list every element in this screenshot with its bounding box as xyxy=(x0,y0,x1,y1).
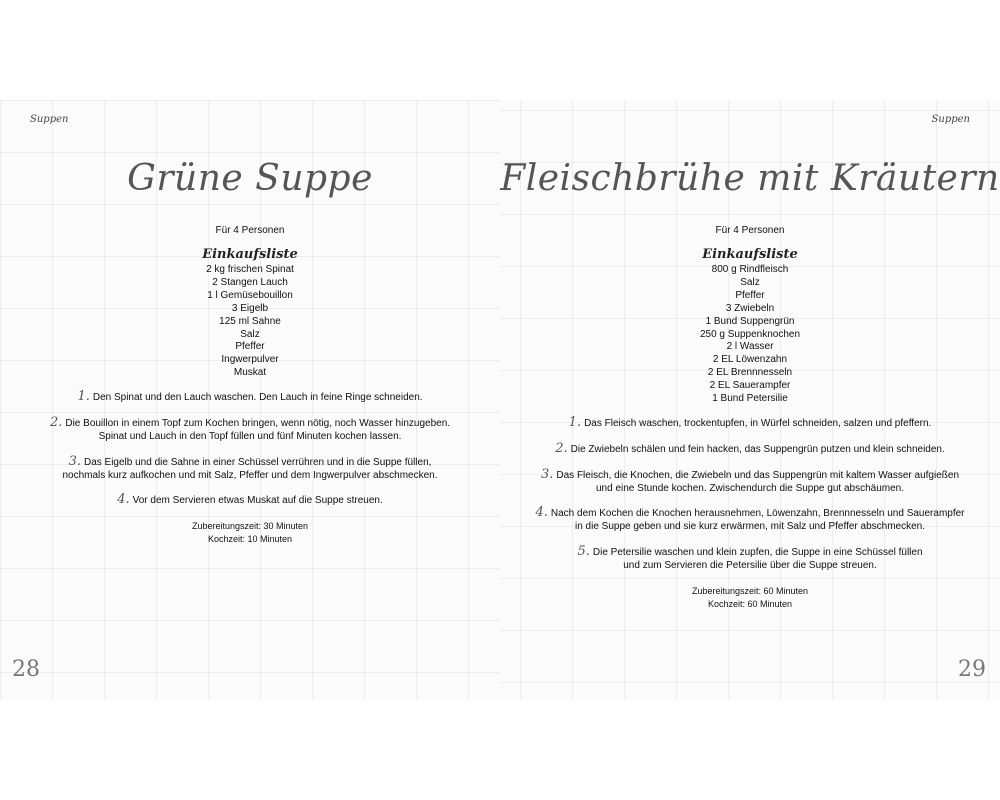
ingredient-list xyxy=(0,264,500,380)
step-number: 2. xyxy=(49,415,63,430)
step-number: 2. xyxy=(555,441,568,456)
page-number: 28 xyxy=(12,657,40,682)
ingredient-item: 800 g Rindfleisch xyxy=(711,264,789,275)
step-text: Die Zwiebeln schälen und fein hacken, das Suppengrün putzen und klein schneiden. xyxy=(570,444,945,455)
step-text: Das Eigelb und die Sahne in einer Schüssel verrühren und in die Suppe füllen, xyxy=(83,457,432,468)
step-4 xyxy=(20,493,480,507)
ingredient-list xyxy=(500,264,1000,406)
step-5 xyxy=(520,545,980,572)
step-text: und zum Servieren die Petersilie über die Suppe streuen. xyxy=(623,560,877,571)
ingredient-item: 2 EL Sauerampfer xyxy=(709,380,791,392)
ingredient-item: Muskat xyxy=(233,367,267,379)
ingredient-item: Pfeffer xyxy=(235,341,265,353)
step-2 xyxy=(520,442,980,456)
step-text: nochmals kurz aufkochen und mit Salz, Pfeffer und dem Ingwerpulver abschmecken. xyxy=(62,470,438,481)
cook-time: Kochzeit: 10 Minuten xyxy=(207,533,293,544)
ingredient-item: 2 EL Brennnesseln xyxy=(707,367,793,379)
step-number: 4. xyxy=(535,505,548,520)
step-1 xyxy=(20,390,480,404)
ingredient-item: 3 Eigelb xyxy=(231,302,269,314)
step-number: 4. xyxy=(117,492,130,507)
step-number: 1. xyxy=(77,389,90,404)
recipe-title: Grüne Suppe xyxy=(127,158,373,199)
step-1 xyxy=(520,416,980,430)
prep-time: Zubereitungszeit: 60 Minuten xyxy=(691,586,809,596)
ingredient-item: 3 Zwiebeln xyxy=(725,302,775,314)
step-text: Das Fleisch, die Knochen, die Zwiebeln und das Suppengrün mit kaltem Wasser aufgießen xyxy=(556,470,960,481)
step-text: in die Suppe geben und sie kurz erwärmen, mit Salz und Pfeffer abschmecken. xyxy=(574,521,925,532)
ingredient-item: Ingwerpulver xyxy=(221,354,279,366)
shopping-list-title: Einkaufsliste xyxy=(202,247,298,262)
step-2 xyxy=(20,416,480,443)
step-number: 1. xyxy=(568,415,582,430)
ingredient-item: Pfeffer xyxy=(735,289,765,301)
step-text: Den Spinat und den Lauch waschen. Den Lauch in feine Ringe schneiden. xyxy=(92,392,423,403)
step-text: Die Bouillon in einem Topf zum Kochen bringen, wenn nötig, noch Wasser hinzugeben. xyxy=(65,418,451,429)
step-4 xyxy=(520,506,980,533)
time-info xyxy=(0,520,500,545)
ingredient-item: Salz xyxy=(240,328,260,340)
step-text: Das Fleisch waschen, trockentupfen, in Würfel schneiden, salzen und pfeffern. xyxy=(584,418,932,429)
ingredient-item: 2 kg frischen Spinat xyxy=(206,264,294,275)
ingredient-item: 250 g Suppenknochen xyxy=(699,328,801,340)
step-3 xyxy=(520,468,980,495)
step-text: Die Petersilie waschen und klein zupfen, die Suppe in eine Schüssel füllen xyxy=(592,547,923,558)
cook-time: Kochzeit: 60 Minuten xyxy=(707,598,793,609)
time-info xyxy=(500,585,1000,610)
step-number: 5. xyxy=(577,544,590,559)
ingredient-item: 2 EL Löwenzahn xyxy=(712,354,788,366)
ingredient-item: 125 ml Sahne xyxy=(219,315,281,327)
running-head: Suppen xyxy=(30,114,69,125)
running-head: Suppen xyxy=(931,114,970,125)
page-right xyxy=(500,100,1000,700)
step-text: Vor dem Servieren etwas Muskat auf die Suppe streuen. xyxy=(132,495,383,506)
ingredient-item: 1 Bund Petersilie xyxy=(712,393,788,405)
ingredient-item: 2 l Wasser xyxy=(726,341,774,353)
recipe-title: Fleischbrühe mit Kräutern xyxy=(500,158,1000,199)
ingredient-item: 1 l Gemüsebouillon xyxy=(207,289,293,301)
ingredient-item: 1 Bund Suppengrün xyxy=(705,315,795,327)
servings: Für 4 Personen xyxy=(715,225,785,236)
servings: Für 4 Personen xyxy=(215,225,285,236)
step-text: und eine Stunde kochen. Zwischendurch die Suppe gut abschäumen. xyxy=(596,483,904,494)
step-3 xyxy=(20,455,480,482)
ingredient-item: 2 Stangen Lauch xyxy=(212,276,288,288)
step-text: Spinat und Lauch in den Topf füllen und fünf Minuten kochen lassen. xyxy=(98,431,402,442)
page-left xyxy=(0,100,500,700)
page-number: 29 xyxy=(958,657,986,682)
step-number: 3. xyxy=(540,467,554,482)
step-number: 3. xyxy=(68,454,81,469)
prep-time: Zubereitungszeit: 30 Minuten xyxy=(191,521,309,531)
shopping-list-title: Einkaufsliste xyxy=(702,247,798,262)
step-text: Nach dem Kochen die Knochen herausnehmen, Löwenzahn, Brennnesseln und Sauerampfer xyxy=(550,508,965,519)
ingredient-item: Salz xyxy=(740,276,760,288)
